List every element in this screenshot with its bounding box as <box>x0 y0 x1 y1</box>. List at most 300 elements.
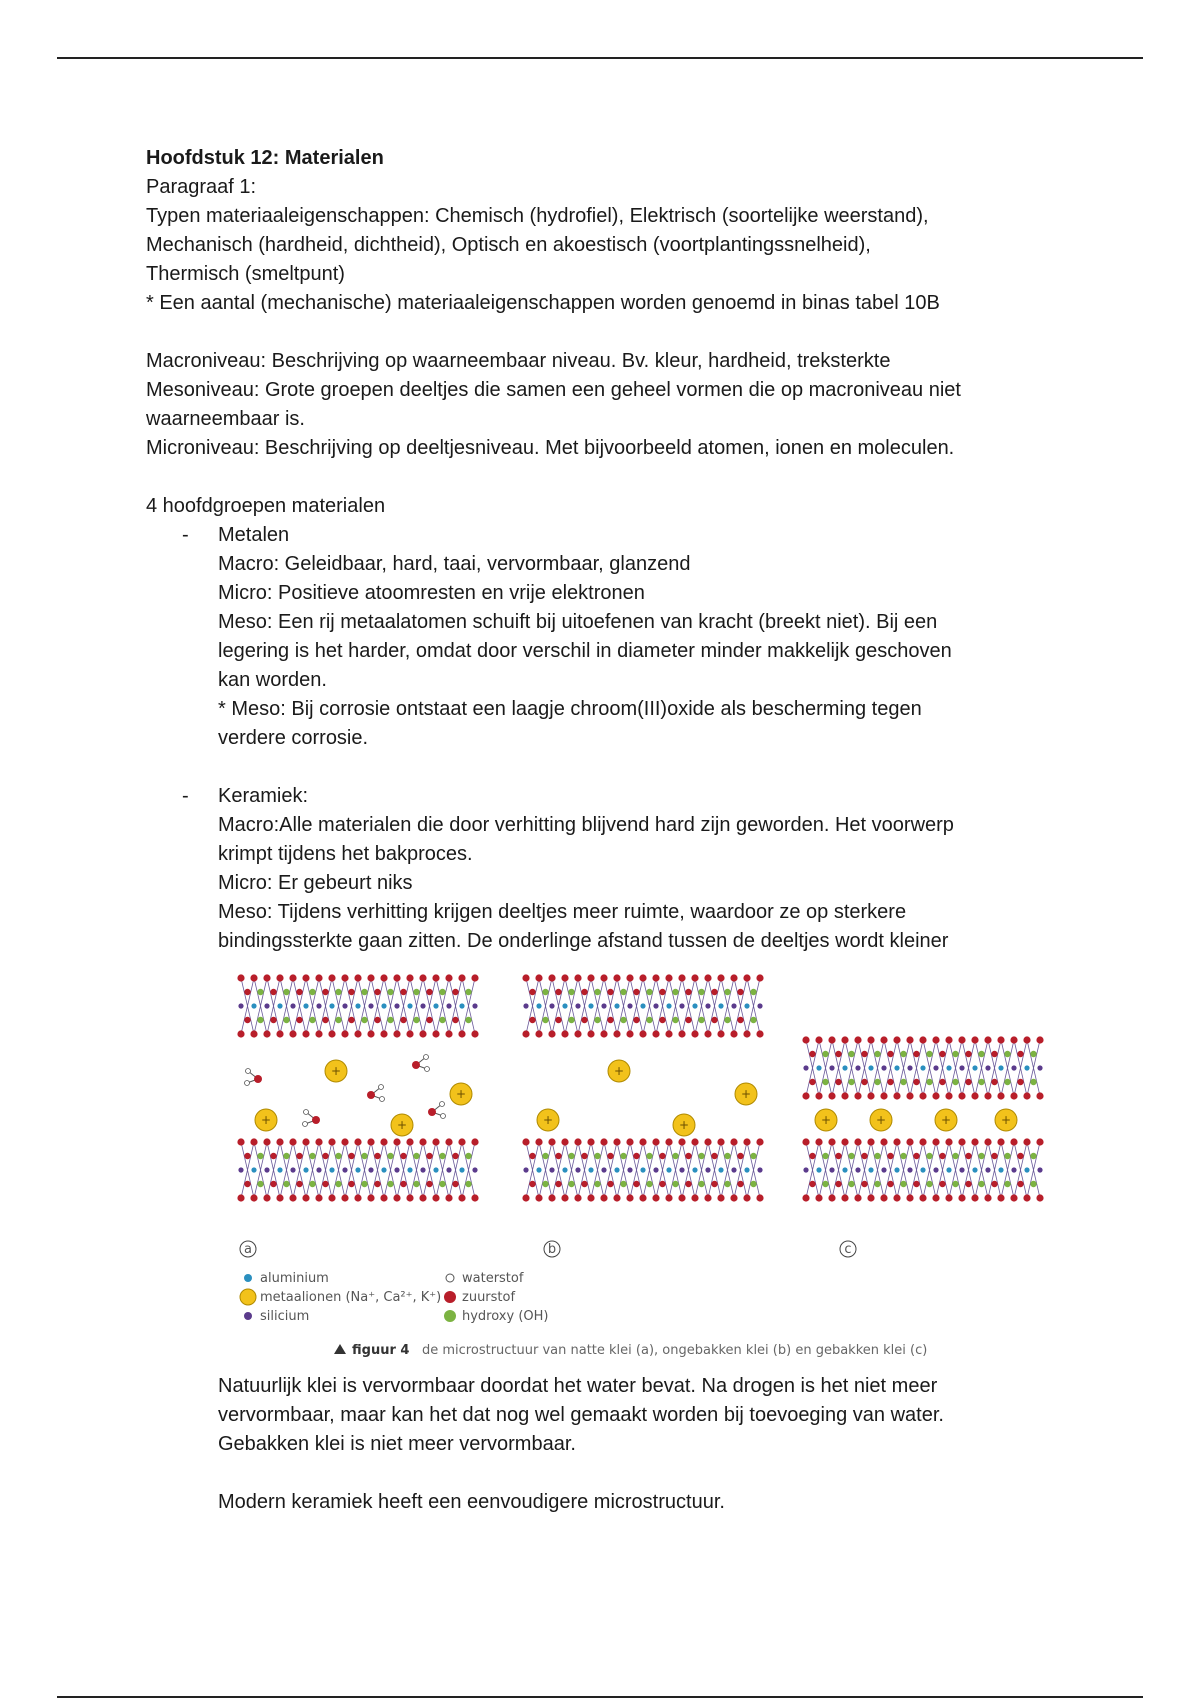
hydroxy-atom <box>646 989 652 995</box>
oxygen-atom <box>815 1036 822 1043</box>
hydroxy-atom <box>861 1153 867 1159</box>
oxygen-atom <box>315 974 322 981</box>
oxygen-atom <box>471 974 478 981</box>
text-line: Modern keramiek heeft een eenvoudigere microstructuur. <box>218 1491 725 1513</box>
oxygen-atom <box>328 974 335 981</box>
hydroxy-atom <box>607 1181 613 1187</box>
water-oxygen <box>412 1061 420 1069</box>
hydroxy-atom <box>257 1181 263 1187</box>
hydroxy-atom <box>835 1051 841 1057</box>
oxygen-atom <box>971 1194 978 1201</box>
oxygen-atom <box>289 1030 296 1037</box>
hydroxy-atom <box>848 1051 854 1057</box>
clay-microstructure-figure <box>236 968 1116 1368</box>
text-line: krimpt tijdens het bakproces. <box>218 843 473 865</box>
metal-ion-charge: + <box>330 1064 342 1078</box>
hydroxy-atom <box>348 1017 354 1023</box>
water-molecule <box>428 1102 446 1119</box>
metal-atom <box>290 1003 295 1008</box>
oxygen-atom <box>691 1030 698 1037</box>
metal-ion-charge: + <box>740 1087 752 1101</box>
oxygen-atom <box>971 1138 978 1145</box>
metal-atom <box>679 1167 684 1172</box>
metal-atom <box>894 1167 899 1172</box>
hydroxy-atom <box>529 1181 535 1187</box>
metal-atom <box>744 1167 749 1172</box>
oxygen-atom <box>704 1138 711 1145</box>
metal-atom <box>1011 1167 1016 1172</box>
hydroxy-atom <box>348 1181 354 1187</box>
hydroxy-atom <box>581 1017 587 1023</box>
metal-ion <box>995 1109 1017 1131</box>
oxygen-atom <box>380 974 387 981</box>
oxygen-atom <box>1036 1194 1043 1201</box>
hydroxy-atom <box>1030 1181 1036 1187</box>
oxygen-atom <box>432 1194 439 1201</box>
hydroxy-atom <box>296 1181 302 1187</box>
metal-ion-charge: + <box>940 1113 952 1127</box>
oxygen-atom <box>678 1194 685 1201</box>
metal-atom <box>472 1003 477 1008</box>
metal-atom <box>433 1167 438 1172</box>
metal-atom <box>666 1003 671 1008</box>
oxygen-atom <box>958 1138 965 1145</box>
metal-atom <box>744 1003 749 1008</box>
hydroxy-atom <box>387 1017 393 1023</box>
hydroxy-atom <box>413 1181 419 1187</box>
hydroxy-atom <box>646 1181 652 1187</box>
oxygen-atom <box>743 1030 750 1037</box>
hydroxy-atom <box>685 1181 691 1187</box>
oxygen-atom <box>893 1036 900 1043</box>
metal-atom <box>998 1167 1003 1172</box>
hydroxy-atom <box>361 1017 367 1023</box>
legend-aluminium: aluminium <box>260 1271 329 1286</box>
metal-atom <box>329 1167 334 1172</box>
hydroxy-atom <box>965 1051 971 1057</box>
metal-ion-charge: + <box>260 1113 272 1127</box>
hydroxy-atom <box>594 989 600 995</box>
hydroxy-atom <box>594 1181 600 1187</box>
oxygen-atom <box>587 1138 594 1145</box>
hydroxy-atom <box>361 1181 367 1187</box>
oxygen-atom <box>1010 1138 1017 1145</box>
microniveau-line: Microniveau: Beschrijving op deeltjesniveau. Met bijvoorbeeld atomen, ionen en moleculen. <box>146 437 955 459</box>
oxygen-atom <box>445 1138 452 1145</box>
metal-atom <box>381 1003 386 1008</box>
hydroxy-atom <box>887 1153 893 1159</box>
water-oxygen <box>367 1091 375 1099</box>
metal-atom <box>588 1167 593 1172</box>
groups-heading: 4 hoofdgroepen materialen <box>146 495 386 517</box>
oxygen-atom <box>756 1138 763 1145</box>
group-name: Metalen <box>218 524 290 546</box>
water-oxygen <box>254 1075 262 1083</box>
caption-label: figuur 4 <box>352 1343 410 1358</box>
oxygen-atom <box>354 1030 361 1037</box>
oxygen-atom <box>880 1036 887 1043</box>
metal-atom <box>842 1065 847 1070</box>
hydroxy-atom <box>413 1017 419 1023</box>
oxygen-atom <box>302 974 309 981</box>
oxygen-atom <box>665 974 672 981</box>
metal-atom <box>894 1065 899 1070</box>
hydroxy-atom <box>568 1017 574 1023</box>
hydroxy-atom <box>257 1153 263 1159</box>
oxygen-atom <box>730 1138 737 1145</box>
oxygen-atom <box>237 974 244 981</box>
metal-atom <box>368 1167 373 1172</box>
hydroxy-atom <box>296 1153 302 1159</box>
oxygen-atom <box>802 1194 809 1201</box>
metal-atom <box>316 1167 321 1172</box>
oxygen-atom <box>289 1138 296 1145</box>
oxygen-atom <box>626 1138 633 1145</box>
oxygen-atom <box>841 1194 848 1201</box>
hydroxy-atom <box>361 1153 367 1159</box>
oxygen-atom <box>997 1194 1004 1201</box>
hydroxy-atom <box>309 1017 315 1023</box>
oxygen-atom <box>380 1030 387 1037</box>
hydroxy-atom <box>887 1051 893 1057</box>
oxygen-atom <box>561 1030 568 1037</box>
hydroxy-atom <box>724 1153 730 1159</box>
metal-ion <box>935 1109 957 1131</box>
macroniveau-line: Macroniveau: Beschrijving op waarneembaar niveau. Bv. kleur, hardheid, treksterkte <box>146 350 891 372</box>
metal-atom <box>627 1167 632 1172</box>
hydroxy-atom <box>835 1181 841 1187</box>
chapter-title: Hoofdstuk 12: Materialen <box>146 147 384 169</box>
oxygen-atom <box>665 1030 672 1037</box>
metal-atom <box>946 1167 951 1172</box>
metal-atom <box>303 1003 308 1008</box>
oxygen-atom <box>1010 1194 1017 1201</box>
oxygen-atom <box>704 1194 711 1201</box>
hydroxy-atom <box>465 1017 471 1023</box>
oxygen-atom <box>548 974 555 981</box>
oxygen-atom <box>880 1138 887 1145</box>
oxygen-atom <box>730 1030 737 1037</box>
oxygen-atom <box>341 974 348 981</box>
metal-ion-charge: + <box>820 1113 832 1127</box>
oxygen-atom <box>639 1030 646 1037</box>
oxygen-atom <box>691 1138 698 1145</box>
hydroxy-atom <box>822 1051 828 1057</box>
oxygen-atom <box>471 1030 478 1037</box>
metal-atom <box>303 1167 308 1172</box>
oxygen-atom <box>341 1194 348 1201</box>
text-line: Typen materiaaleigenschappen: Chemisch (hydrofiel), Elektrisch (soortelijke weerstand), <box>146 205 929 227</box>
metal-atom <box>420 1167 425 1172</box>
hydroxy-atom <box>322 989 328 995</box>
caption-triangle-icon <box>334 1344 346 1354</box>
hydroxy-atom <box>698 1181 704 1187</box>
hydroxy-atom <box>529 1017 535 1023</box>
hydroxy-atom <box>711 989 717 995</box>
oxygen-atom <box>419 1030 426 1037</box>
hydroxy-atom <box>542 1181 548 1187</box>
oxygen-atom <box>854 1092 861 1099</box>
list-item-metalen <box>146 521 1076 753</box>
metal-atom <box>329 1003 334 1008</box>
metal-atom <box>692 1003 697 1008</box>
oxygen-atom <box>867 1138 874 1145</box>
metal-atom <box>640 1003 645 1008</box>
water-hydrogen <box>441 1114 446 1119</box>
hydroxy-atom <box>400 1181 406 1187</box>
oxygen-atom <box>971 1036 978 1043</box>
hydroxy-atom <box>335 1017 341 1023</box>
text-line: * Meso: Bij corrosie ontstaat een laagje chroom(III)oxide als bescherming tegen <box>218 698 922 720</box>
mesoniveau-line: Mesoniveau: Grote groepen deeltjes die samen een geheel vormen die op macroniveau niet <box>146 379 961 401</box>
oxygen-atom <box>548 1194 555 1201</box>
hydroxy-atom <box>978 1181 984 1187</box>
hydroxy-atom <box>861 1181 867 1187</box>
water-molecule <box>303 1110 321 1127</box>
hydroxy-atom <box>568 1181 574 1187</box>
hydroxy-atom <box>270 1181 276 1187</box>
hydroxy-atom <box>939 1153 945 1159</box>
metal-atom <box>718 1167 723 1172</box>
hydroxy-atom <box>1017 1181 1023 1187</box>
water-hydrogen <box>303 1122 308 1127</box>
metal-atom <box>933 1167 938 1172</box>
hydroxy-atom <box>926 1153 932 1159</box>
figure-caption <box>334 1343 927 1358</box>
metal-atom <box>653 1003 658 1008</box>
oxygen-atom <box>445 974 452 981</box>
oxygen-atom <box>958 1092 965 1099</box>
oxygen-atom <box>815 1092 822 1099</box>
hydroxy-atom <box>737 1017 743 1023</box>
oxygen-atom <box>1023 1036 1030 1043</box>
hydroxy-atom <box>257 1017 263 1023</box>
oxygen-atom <box>522 1194 529 1201</box>
metal-atom <box>536 1003 541 1008</box>
hydroxy-atom <box>529 1153 535 1159</box>
metal-atom <box>459 1003 464 1008</box>
oxygen-atom <box>841 1036 848 1043</box>
metal-atom <box>407 1003 412 1008</box>
metal-atom <box>679 1003 684 1008</box>
metal-atom <box>472 1167 477 1172</box>
metal-atom <box>1024 1065 1029 1070</box>
water-hydrogen <box>245 1081 250 1086</box>
hydroxy-atom <box>750 989 756 995</box>
metal-atom <box>907 1065 912 1070</box>
oxygen-atom <box>652 1194 659 1201</box>
oxygen-atom <box>276 1194 283 1201</box>
hydroxy-atom <box>439 1017 445 1023</box>
hydroxy-atom <box>750 1153 756 1159</box>
hydroxy-atom <box>685 989 691 995</box>
oxygen-atom <box>867 1194 874 1201</box>
hydroxy-atom <box>568 989 574 995</box>
oxygen-atom <box>1023 1092 1030 1099</box>
oxygen-atom <box>691 1194 698 1201</box>
water-hydrogen <box>380 1097 385 1102</box>
panel-label-b <box>544 1241 560 1257</box>
paragraph-heading: Paragraaf 1: <box>146 176 257 198</box>
metal-atom <box>601 1167 606 1172</box>
hydroxy-atom <box>309 1181 315 1187</box>
metal-atom <box>829 1065 834 1070</box>
hydroxy-atom <box>400 1153 406 1159</box>
hydroxy-atom <box>809 1051 815 1057</box>
hydroxy-atom <box>887 1181 893 1187</box>
oxygen-atom <box>471 1138 478 1145</box>
text-line: bindingssterkte gaan zitten. De onderlinge afstand tussen de deeltjes wordt kleiner <box>218 930 949 952</box>
hydroxy-atom <box>724 1181 730 1187</box>
metal-atom <box>803 1065 808 1070</box>
oxygen-atom <box>997 1036 1004 1043</box>
hydroxy-atom <box>439 989 445 995</box>
metal-atom <box>251 1167 256 1172</box>
hydroxy-atom <box>698 1017 704 1023</box>
group-name: Keramiek: <box>218 785 309 807</box>
oxygen-atom <box>250 1138 257 1145</box>
hydroxy-atom <box>874 1079 880 1085</box>
oxygen-atom <box>263 1030 270 1037</box>
water-hydrogen <box>304 1110 309 1115</box>
hydroxy-atom <box>270 989 276 995</box>
oxygen-atom <box>445 1030 452 1037</box>
hydroxy-atom <box>991 1051 997 1057</box>
oxygen-atom <box>997 1138 1004 1145</box>
hydroxy-atom <box>939 1181 945 1187</box>
oxygen-atom <box>587 1194 594 1201</box>
metal-atom <box>972 1065 977 1070</box>
hydroxy-atom <box>374 1153 380 1159</box>
oxygen-atom <box>639 1194 646 1201</box>
hydroxy-atom <box>296 989 302 995</box>
hydroxy-atom <box>750 1181 756 1187</box>
oxygen-atom <box>341 1138 348 1145</box>
oxygen-atom <box>458 1030 465 1037</box>
hydroxy-atom <box>926 1051 932 1057</box>
metal-atom <box>588 1003 593 1008</box>
oxygen-atom <box>328 1030 335 1037</box>
hydroxy-atom <box>1017 1079 1023 1085</box>
hydroxy-atom <box>991 1153 997 1159</box>
oxygen-atom <box>678 974 685 981</box>
oxygen-atom <box>561 1194 568 1201</box>
hydroxy-atom <box>620 1153 626 1159</box>
hydroxy-atom <box>913 1153 919 1159</box>
oxygen-atom <box>626 974 633 981</box>
oxygen-atom <box>574 1194 581 1201</box>
metal-atom <box>601 1003 606 1008</box>
caption-text: de microstructuur van natte klei (a), ongebakken klei (b) en gebakken klei (c) <box>422 1343 928 1358</box>
hydroxy-atom <box>607 1017 613 1023</box>
hydroxy-atom <box>659 1181 665 1187</box>
legend-swatch-hydroxy <box>444 1310 456 1322</box>
metal-atom <box>705 1003 710 1008</box>
hydroxy-atom <box>387 1153 393 1159</box>
oxygen-atom <box>815 1138 822 1145</box>
metal-atom <box>855 1167 860 1172</box>
metal-atom <box>355 1167 360 1172</box>
clay-layer <box>802 1036 1043 1099</box>
oxygen-atom <box>600 1138 607 1145</box>
hydroxy-atom <box>283 1153 289 1159</box>
oxygen-atom <box>717 974 724 981</box>
metal-ion <box>325 1060 347 1082</box>
oxygen-atom <box>906 1194 913 1201</box>
oxygen-atom <box>276 1138 283 1145</box>
oxygen-atom <box>828 1138 835 1145</box>
oxygen-atom <box>828 1092 835 1099</box>
hydroxy-atom <box>1030 1079 1036 1085</box>
metal-ion <box>870 1109 892 1131</box>
water-oxygen <box>312 1116 320 1124</box>
oxygen-atom <box>263 1194 270 1201</box>
hydroxy-atom <box>724 1017 730 1023</box>
hydroxy-atom <box>737 1181 743 1187</box>
hydroxy-atom <box>322 1017 328 1023</box>
hydroxy-atom <box>913 1079 919 1085</box>
oxygen-atom <box>548 1030 555 1037</box>
oxygen-atom <box>237 1194 244 1201</box>
water-hydrogen <box>424 1055 429 1060</box>
hydroxy-atom <box>672 1181 678 1187</box>
metal-atom <box>575 1003 580 1008</box>
hydroxy-atom <box>887 1079 893 1085</box>
oxygen-atom <box>932 1036 939 1043</box>
clay-layer <box>802 1138 1043 1201</box>
metal-ion <box>673 1114 695 1136</box>
oxygen-atom <box>535 1194 542 1201</box>
water-hydrogen <box>246 1069 251 1074</box>
hydroxy-atom <box>348 1153 354 1159</box>
hydroxy-atom <box>711 1153 717 1159</box>
metal-atom <box>407 1167 412 1172</box>
oxygen-atom <box>354 1194 361 1201</box>
figure-svg <box>236 968 1116 1368</box>
oxygen-atom <box>730 974 737 981</box>
metal-ion <box>450 1083 472 1105</box>
hydroxy-atom <box>685 1017 691 1023</box>
oxygen-atom <box>639 974 646 981</box>
oxygen-atom <box>756 1030 763 1037</box>
oxygen-atom <box>639 1138 646 1145</box>
hydroxy-atom <box>900 1051 906 1057</box>
metal-atom <box>523 1003 528 1008</box>
oxygen-atom <box>919 1138 926 1145</box>
oxygen-atom <box>535 1030 542 1037</box>
oxygen-atom <box>380 1194 387 1201</box>
metal-atom <box>959 1167 964 1172</box>
hydroxy-atom <box>542 989 548 995</box>
water-hydrogen <box>379 1085 384 1090</box>
hydroxy-atom <box>335 989 341 995</box>
oxygen-atom <box>984 1138 991 1145</box>
hydroxy-atom <box>952 1181 958 1187</box>
oxygen-atom <box>354 1138 361 1145</box>
hydroxy-atom <box>348 989 354 995</box>
oxygen-atom <box>691 974 698 981</box>
metal-atom <box>251 1003 256 1008</box>
hydroxy-atom <box>978 1051 984 1057</box>
hydroxy-atom <box>750 1017 756 1023</box>
oxygen-atom <box>828 1194 835 1201</box>
legend-metaalionen: metaalionen (Na⁺, Ca²⁺, K⁺) <box>260 1290 442 1305</box>
panel-label-b-text: b <box>547 1242 557 1257</box>
metal-atom <box>381 1167 386 1172</box>
hydroxy-atom <box>848 1153 854 1159</box>
hydroxy-atom <box>1030 1051 1036 1057</box>
hydroxy-atom <box>257 989 263 995</box>
